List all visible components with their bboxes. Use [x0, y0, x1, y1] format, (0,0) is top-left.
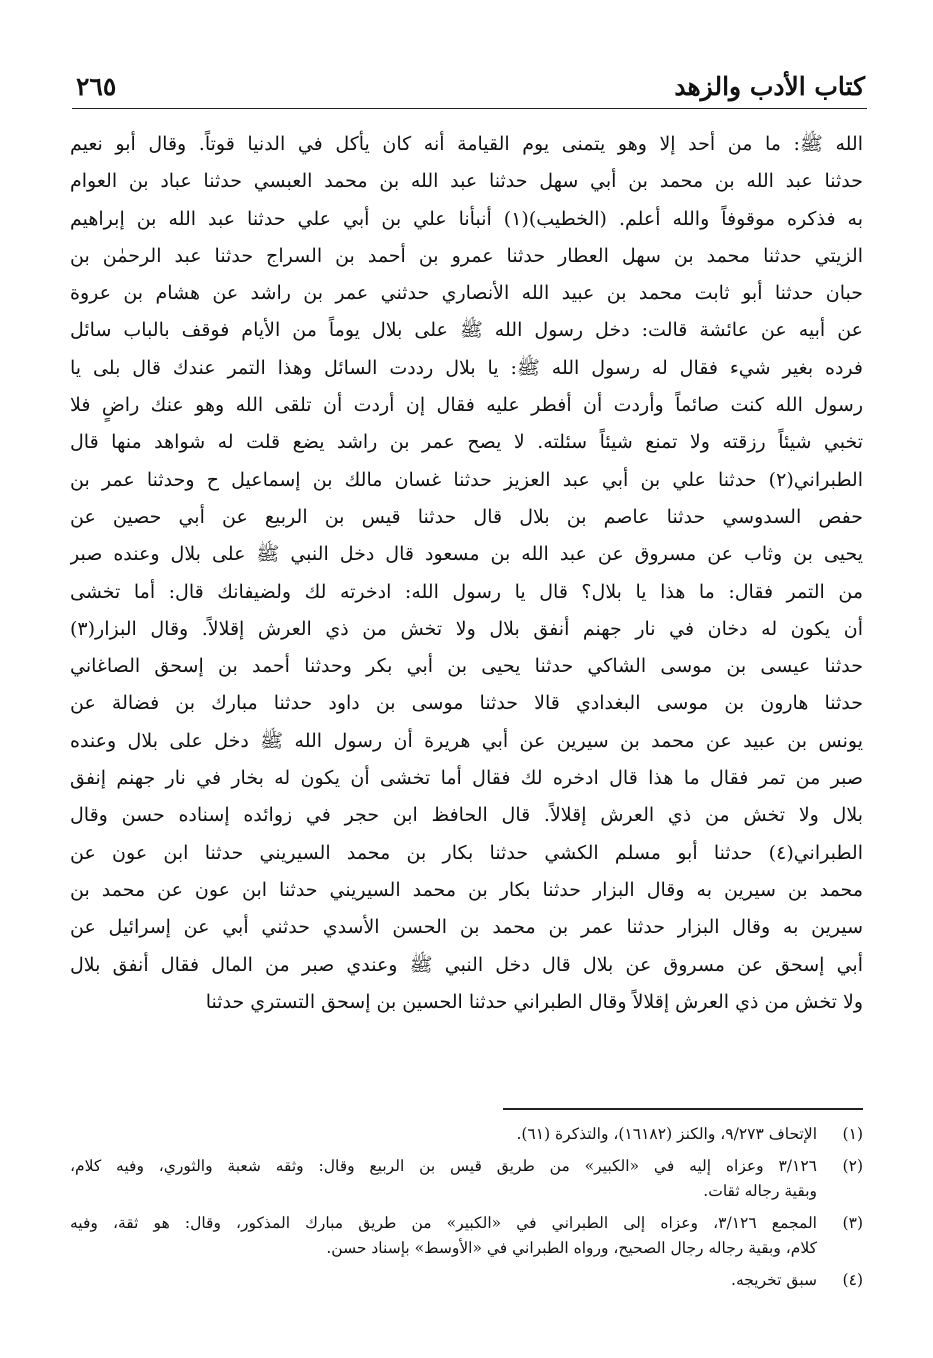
footnote-line: وبقية رجاله ثقات. [703, 1182, 817, 1200]
footnotes [70, 1122, 863, 1300]
body-text [70, 126, 863, 1021]
header-divider [72, 108, 867, 109]
text-line: الطبراني(٤) حدثنا أبو مسلم الكشي حدثنا بكار بن محمد السيريني حدثنا ابن عون عن [70, 841, 863, 864]
footnote-4 [70, 1268, 863, 1293]
footnote-number: (٣) [842, 1214, 863, 1232]
text-line: صبر من تمر فقال ما هذا قال ادخره لك فقال أما تخشى أن يكون له بخار في نار جهنم إنفق [70, 767, 863, 790]
text-line: عن أبيه عن عائشة قالت: دخل رسول الله ﷺ على بلال يوماً من الأيام فوقف بالباب سائل [70, 319, 863, 342]
page-number: ٢٦٥ [76, 72, 117, 101]
text-line: حدثنا عبد الله بن محمد بن أبي سهل حدثنا عبد الله بن محمد العبسي حدثنا عباد بن العوام [70, 170, 863, 193]
footnote-1 [70, 1122, 863, 1147]
footnote-divider [503, 1108, 863, 1110]
text-line: حبان حدثنا أبو ثابت محمد بن عبيد الله الأنصاري حدثني عمر بن راشد عن هشام بن عروة [70, 282, 863, 305]
text-line: أن يكون له دخان في نار جهنم أنفق بلال ولا تخش من ذي العرش إقلالاً. وقال البزار(٣) [70, 617, 863, 640]
footnote-line: المجمع ٣/١٢٦، وعزاه إلى الطبراني في «الكبير» من طريق مبارك المذكور، وقال: هو ثقة، وفيه [70, 1214, 817, 1232]
footnote-text [70, 1211, 817, 1261]
text-line: حدثنا هارون بن موسى البغدادي قالا حدثنا موسى بن داود حدثنا مبارك بن فضالة عن [70, 692, 863, 715]
text-line: محمد بن سيرين به وقال البزار حدثنا بكار بن محمد السيريني حدثنا ابن عون عن محمد بن [70, 878, 863, 901]
text-line: حدثنا عيسى بن موسى الشاكي حدثنا يحيى بن أبي بكر وحدثنا أحمد بن إسحق الصاغاني [70, 655, 863, 678]
footnote-text [70, 1268, 817, 1293]
text-line: يحيى بن وثاب عن مسروق عن عبد الله بن مسعود قال دخل النبي ﷺ على بلال وعنده صبر [70, 543, 863, 566]
text-line: حفص السدوسي حدثنا عاصم بن بلال قال حدثنا قيس بن الربيع عن أبي حصين عن [70, 505, 863, 528]
footnote-number: (١) [842, 1125, 863, 1143]
footnote-number: (٢) [842, 1157, 863, 1175]
footnote-2 [70, 1154, 863, 1204]
page-title: كتاب الأدب والزهد [674, 72, 865, 101]
footnote-text [70, 1154, 817, 1204]
text-line: أبي إسحق عن مسروق عن بلال قال دخل النبي ﷺ وعندي صبر من المال فقال أنفق بلال [70, 953, 863, 976]
text-line: الطبراني(٢) حدثنا علي بن أبي عبد العزيز حدثنا غسان مالك بن إسماعيل ح وحدثنا عمر بن [70, 468, 863, 491]
text-line: سيرين به وقال البزار حدثنا عمر بن محمد بن الحسن الأسدي حدثني أبي عن إسرائيل عن [70, 916, 863, 939]
text-line: به فذكره موقوفاً والله أعلم. (الخطيب)(١) أنبأنا علي بن أبي علي حدثنا عبد الله بن إبراهيم [70, 207, 863, 230]
footnote-line: الإتحاف ٩/٢٧٣، والكنز (١٦١٨٢)، والتذكرة (٦١). [516, 1125, 817, 1143]
text-line: الزيتي حدثنا محمد بن سهل العطار حدثنا عمرو بن أحمد بن السراج حدثنا عبد الرحمٰن بن [70, 244, 863, 267]
footnote-text [70, 1122, 817, 1147]
footnote-number: (٤) [842, 1271, 863, 1289]
text-line: يونس بن عبيد عن محمد بن سيرين عن أبي هريرة أن رسول الله ﷺ دخل على بلال وعنده [70, 729, 863, 752]
footnote-line: كلام، وبقية رجاله رجال الصحيح، ورواه الطبراني في «الأوسط» بإسناد حسن. [326, 1239, 817, 1257]
text-line: من التمر فقال: ما هذا يا بلال؟ قال يا رسول الله: ادخرته لك ولضيفانك قال: أما تخشى [70, 580, 863, 603]
footnote-line: ٣/١٢٦ وعزاه إليه في «الكبير» من طريق قيس بن الربيع وقال: وثقه شعبة والثوري، وفيه كلام، [70, 1157, 817, 1175]
text-line: الله ﷺ: ما من أحد إلا وهو يتمنى يوم القيامة أنه كان يأكل في الدنيا قوتاً. وقال أبو نعيم [70, 133, 863, 155]
text-line: بلال ولا تخش من ذي العرش إقلالاً. قال الحافظ ابن حجر في زوائده إسناده حسن وقال [70, 804, 863, 827]
footnote-3 [70, 1211, 863, 1261]
text-line: رسول الله كنت صائماً وأردت أن أفطر عليه فقال إن أردت أن تلقى الله وهو عنك راضٍ فلا [70, 394, 863, 417]
text-line: تخبي شيئاً رزقته ولا تمنع شيئاً سئلته. لا يصح عمر بن راشد يضع قلت له شواهد منها قال [70, 431, 863, 454]
footnote-line: سبق تخريجه. [731, 1271, 817, 1289]
text-line: فرده بغير شيء فقال له رسول الله ﷺ: يا بلال رددت السائل وهذا التمر عندك قال بلى يا [70, 356, 863, 379]
text-line: ولا تخش من ذي العرش إقلالاً وقال الطبراني حدثنا الحسين بن إسحق التستري حدثنا [205, 990, 863, 1013]
